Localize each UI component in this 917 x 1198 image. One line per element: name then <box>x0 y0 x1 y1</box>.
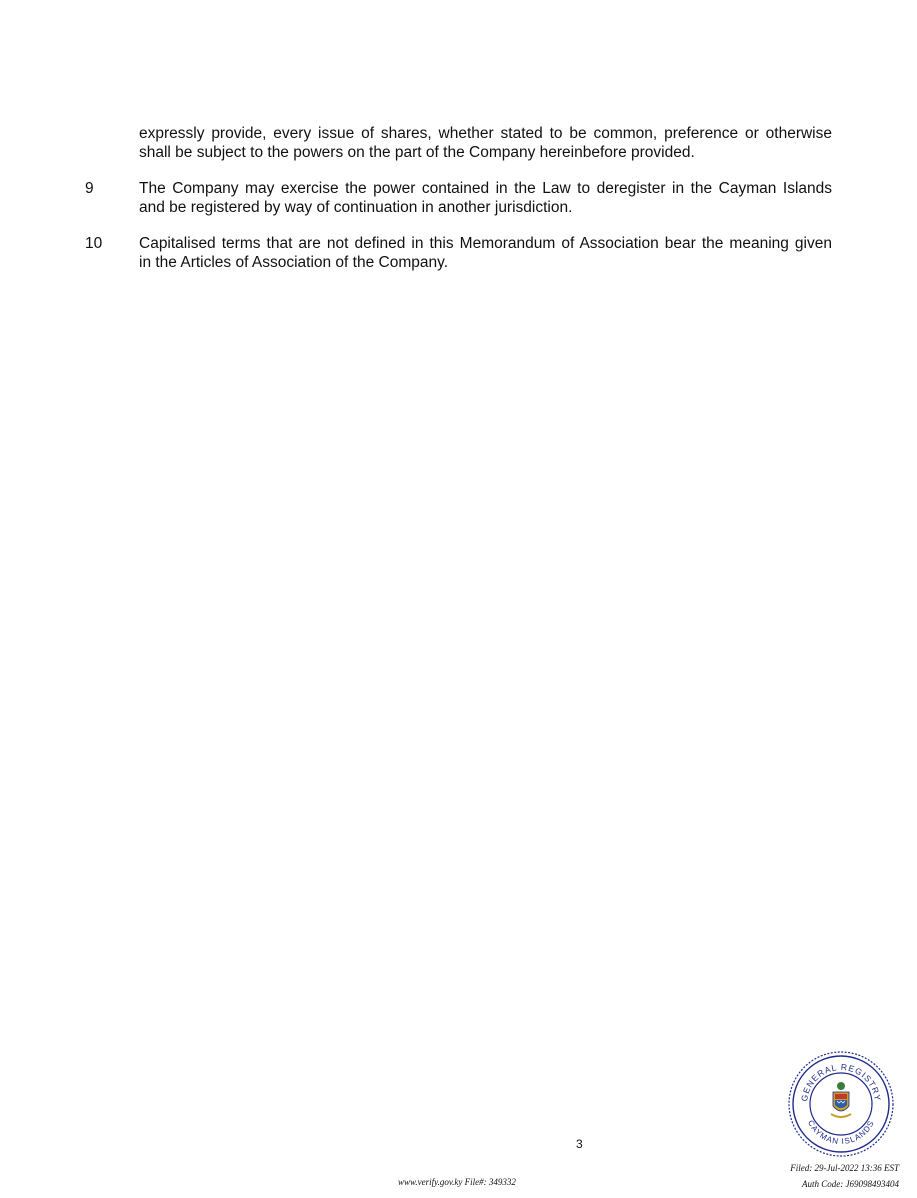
paragraph-line: shall be subject to the powers on the part of the Company hereinbefore provided. <box>139 144 695 161</box>
paragraph-line: and be registered by way of continuation in another jurisdiction. <box>139 199 573 216</box>
registry-seal <box>787 1050 895 1158</box>
paragraph-line: Capitalised terms that are not defined in this Memorandum of Association bear the meaning given <box>139 235 832 252</box>
footer-verify-url: www.verify.gov.ky File#: 349332 <box>398 1177 516 1187</box>
page-number: 3 <box>576 1137 583 1151</box>
seal-emblem-icon <box>787 1050 895 1158</box>
clause-paragraph <box>139 234 832 272</box>
clause-number: 10 <box>85 235 103 252</box>
continuation-paragraph <box>139 124 832 162</box>
clause-paragraph <box>139 179 832 217</box>
coat-of-arms-icon <box>831 1082 851 1117</box>
seal-top-text: GENERAL REGISTRY <box>798 1061 883 1103</box>
auth-code: Auth Code: J69098493404 <box>802 1179 899 1189</box>
seal-bottom-text: CAYMAN ISLANDS <box>805 1118 877 1147</box>
paragraph-line: The Company may exercise the power contained in the Law to deregister in the Cayman Islands <box>139 180 832 197</box>
paragraph-line: expressly provide, every issue of shares, whether stated to be common, preference or otherwise <box>139 125 832 142</box>
paragraph-line: in the Articles of Association of the Company. <box>139 254 449 271</box>
footer-filing-info <box>790 1160 899 1192</box>
clause-number: 9 <box>85 180 94 197</box>
filed-timestamp: Filed: 29-Jul-2022 13:36 EST <box>790 1163 899 1173</box>
